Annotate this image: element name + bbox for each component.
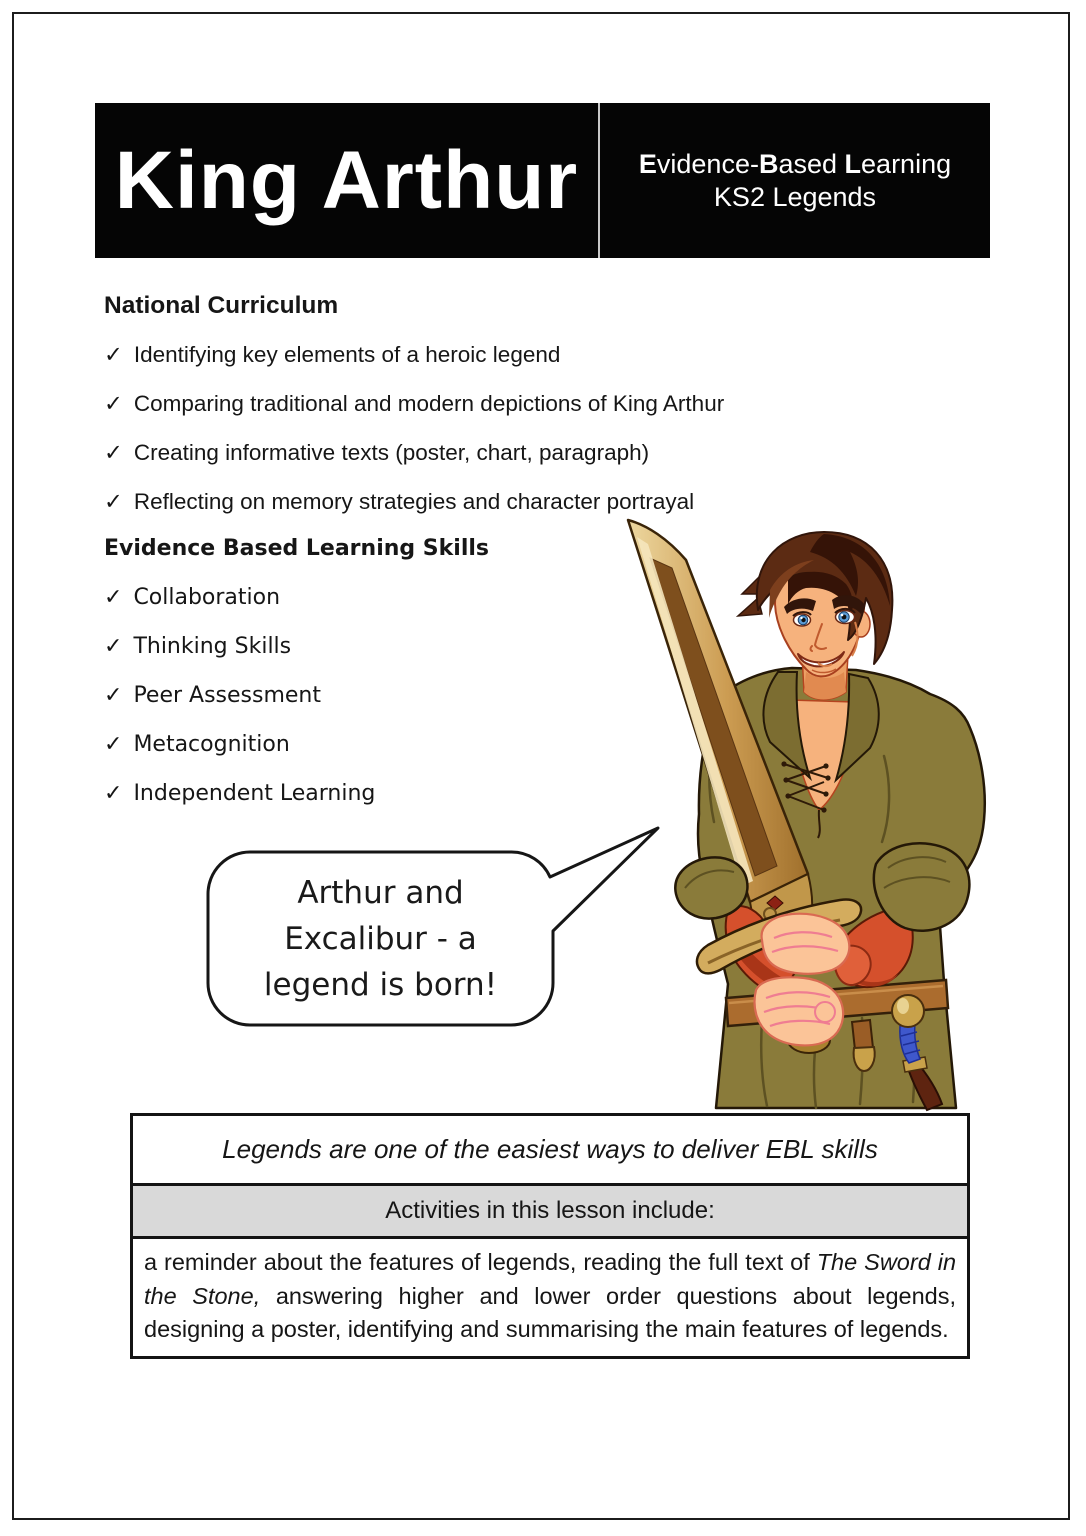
item-label: Identifying key elements of a heroic legend bbox=[133, 342, 561, 367]
subtitle-bold-l: L bbox=[844, 148, 862, 179]
activities-description: a reminder about the features of legends, reading the full text of The Sword in the Stone, answering higher and lower order questions about legends, designing a poster, identifying and summarising the main features of legends. bbox=[144, 1249, 957, 1342]
header-title-panel bbox=[95, 103, 598, 258]
item-label: Reflecting on memory strategies and character portrayal bbox=[133, 489, 695, 514]
national-curriculum-item bbox=[104, 341, 724, 390]
item-label: Creating informative texts (poster, chart, paragraph) bbox=[133, 440, 650, 465]
activities-heading: Activities in this lesson include: bbox=[133, 1186, 967, 1239]
checkmark-icon: ✓ bbox=[104, 781, 123, 806]
item-label: Comparing traditional and modern depictions of King Arthur bbox=[133, 391, 725, 416]
checkmark-icon: ✓ bbox=[104, 585, 123, 610]
page-title: King Arthur bbox=[114, 134, 579, 226]
checkmark-icon: ✓ bbox=[104, 732, 123, 757]
item-label: Thinking Skills bbox=[133, 634, 292, 659]
header-subtitle-line1: Evidence-Based Learning bbox=[638, 148, 952, 179]
item-label: Independent Learning bbox=[133, 781, 376, 806]
ebl-skills-heading: Evidence Based Learning Skills bbox=[104, 536, 489, 561]
header-subtitle-line2: KS2 Legends bbox=[713, 181, 877, 212]
ebl-skills-list bbox=[104, 584, 375, 829]
subtitle-bold-e: E bbox=[638, 148, 657, 179]
header bbox=[95, 103, 990, 258]
checkmark-icon: ✓ bbox=[104, 634, 123, 659]
ebl-skill-item bbox=[104, 682, 375, 731]
item-label: Metacognition bbox=[133, 732, 290, 757]
ebl-skill-item bbox=[104, 584, 375, 633]
info-tagline: Legends are one of the easiest ways to deliver EBL skills bbox=[133, 1116, 967, 1186]
speech-bubble-text bbox=[208, 856, 553, 1022]
ebl-skill-item bbox=[104, 633, 375, 682]
info-box bbox=[130, 1113, 970, 1359]
subtitle-bold-b: B bbox=[758, 148, 779, 179]
checkmark-icon: ✓ bbox=[104, 440, 123, 465]
national-curriculum-item bbox=[104, 390, 724, 439]
national-curriculum-list bbox=[104, 341, 724, 537]
checkmark-icon: ✓ bbox=[104, 342, 123, 367]
book-title: The Sword in the Stone, bbox=[144, 1249, 957, 1309]
speech-bubble-line: Excalibur - a bbox=[284, 921, 477, 957]
checkmark-icon: ✓ bbox=[104, 489, 123, 514]
ebl-skill-item bbox=[104, 731, 375, 780]
speech-bubble-line: Arthur and bbox=[297, 875, 464, 911]
checkmark-icon: ✓ bbox=[104, 683, 123, 708]
speech-bubble-line: legend is born! bbox=[263, 967, 498, 1003]
national-curriculum-item bbox=[104, 439, 724, 488]
item-label: Collaboration bbox=[133, 585, 281, 610]
national-curriculum-heading: National Curriculum bbox=[104, 292, 339, 319]
item-label: Peer Assessment bbox=[133, 683, 321, 708]
checkmark-icon: ✓ bbox=[104, 391, 123, 416]
header-subtitle-panel bbox=[600, 103, 990, 258]
